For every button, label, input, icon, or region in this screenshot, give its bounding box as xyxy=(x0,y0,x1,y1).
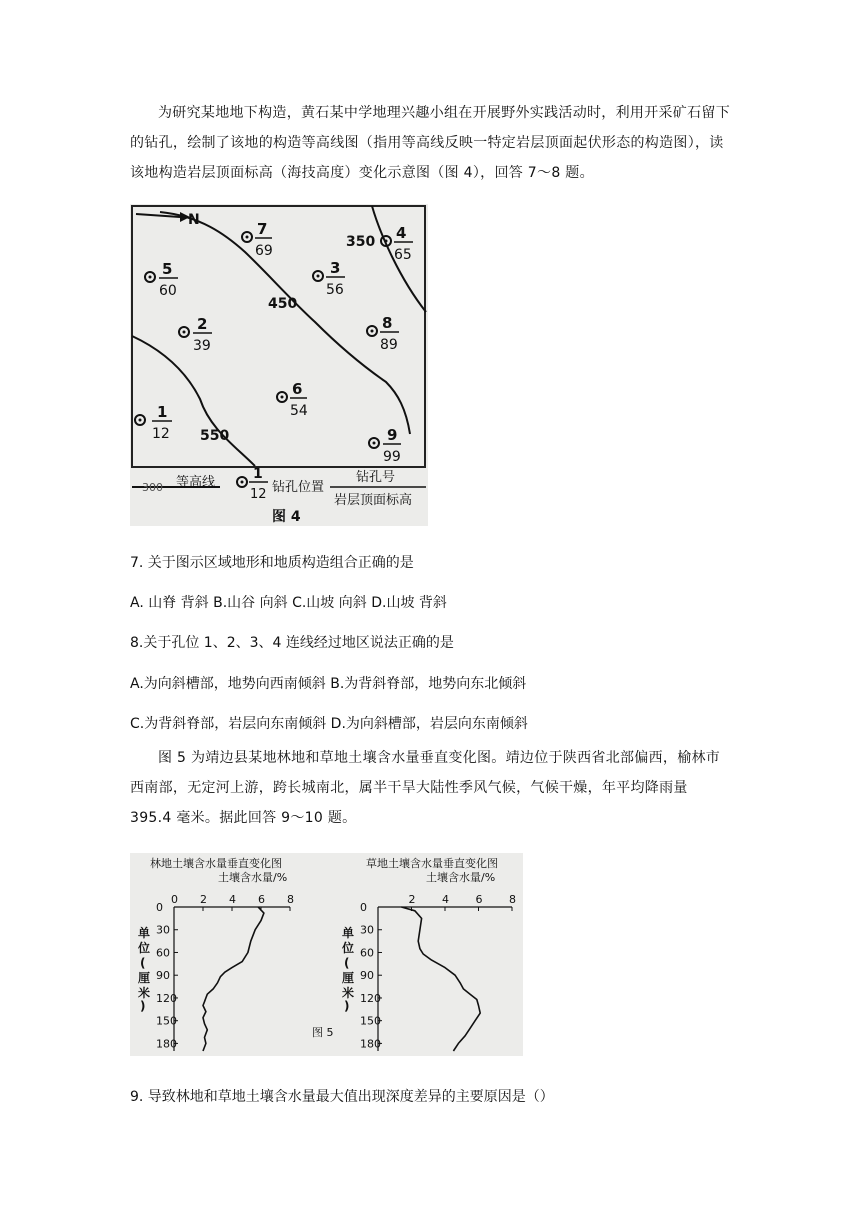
svg-text:): ) xyxy=(140,999,146,1013)
well-elevation: 54 xyxy=(290,403,308,419)
well-number: 4 xyxy=(396,224,407,242)
figure-5-caption: 图 5 xyxy=(312,1026,334,1039)
question-8-options-ab: A.为向斜槽部，地势向西南倾斜 B.为背斜脊部，地势向东北倾斜 xyxy=(130,676,527,692)
question-8-options-cd: C.为背斜脊部，岩层向东南倾斜 D.为向斜槽部，岩层向东南倾斜 xyxy=(130,716,528,732)
map-legend xyxy=(132,466,426,525)
svg-text:(: ( xyxy=(344,956,350,970)
well-3 xyxy=(313,259,345,298)
well-number: 1 xyxy=(157,403,168,421)
legend-well-label: 钻孔位置 xyxy=(272,480,325,495)
svg-text:米: 米 xyxy=(342,986,355,1000)
chart-title-grassland: 草地土壤含水量垂直变化图 xyxy=(366,857,498,870)
well-elevation: 99 xyxy=(383,449,401,465)
svg-text:厘: 厘 xyxy=(138,971,151,985)
ylabel-grassland xyxy=(341,925,354,1013)
x-tick-label: 2 xyxy=(408,893,416,906)
svg-text:): ) xyxy=(344,999,350,1013)
series-line xyxy=(401,907,480,1051)
svg-text:米: 米 xyxy=(138,986,151,1000)
well-elevation: 69 xyxy=(255,243,273,259)
well-5 xyxy=(145,260,178,299)
well-8 xyxy=(367,314,399,353)
well-number: 8 xyxy=(382,314,393,332)
north-label: N xyxy=(188,212,200,228)
y-tick-label: 180 xyxy=(156,1037,177,1051)
question-9-stem: 9. 导致林地和草地土壤含水量最大值出现深度差异的主要原因是（） xyxy=(130,1089,554,1105)
well-number: 7 xyxy=(257,220,268,238)
well-6 xyxy=(277,380,308,419)
y-tick-label: 90 xyxy=(360,969,374,983)
y-tick-label: 0 xyxy=(156,901,163,914)
well-elevation: 65 xyxy=(394,247,412,263)
well-elevation: 12 xyxy=(152,426,170,442)
well-2 xyxy=(179,315,212,354)
legend-sample-number: 1 xyxy=(253,466,263,482)
x-tick-label: 8 xyxy=(509,893,516,906)
x-tick-label: 2 xyxy=(200,893,207,906)
chart-title-forest: 林地土壤含水量垂直变化图 xyxy=(150,857,282,870)
chart-grassland xyxy=(360,893,516,1051)
xlabel-forest: 土壤含水量/% xyxy=(218,871,288,884)
contour-label-450: 450 xyxy=(268,296,298,312)
well-number: 6 xyxy=(292,380,303,398)
legend-contour-label: 等高线 xyxy=(176,475,216,490)
contour-550 xyxy=(132,336,255,466)
intro-paragraph-fig5: 图 5 为靖边县某地林地和草地土壤含水量垂直变化图。靖边位于陕西省北部偏西，榆林市西南部，无定河上游，跨长城南北，属半干旱大陆性季风气候，气候干燥，年平均降雨量 395.4 毫米。据此回答 9～10 题。 xyxy=(130,750,721,826)
y-tick-label: 150 xyxy=(360,1014,381,1028)
well-elevation: 56 xyxy=(326,282,344,298)
contour-label-350: 350 xyxy=(346,234,376,250)
svg-text:单: 单 xyxy=(138,926,151,940)
xlabel-grassland: 土壤含水量/% xyxy=(426,871,496,884)
x-tick-label: 0 xyxy=(171,893,178,906)
svg-text:(: ( xyxy=(140,956,146,970)
y-tick-label: 60 xyxy=(156,946,170,960)
well-1 xyxy=(135,403,172,442)
x-tick-label: 6 xyxy=(258,893,265,906)
well-number: 9 xyxy=(387,426,398,444)
legend-sample-elevation: 12 xyxy=(250,487,267,502)
well-elevation: 89 xyxy=(380,337,398,353)
figure-4-structure-contour-map xyxy=(130,204,428,526)
figure-5-svg xyxy=(130,853,523,1056)
well-number: 3 xyxy=(330,259,341,277)
intro-paragraph-fig4: 为研究某地地下构造，黄石某中学地理兴趣小组在开展野外实践活动时，利用开采矿石留下的钻孔，绘制了该地的构造等高线图（指用等高线反映一特定岩层顶面起伏形态的构造图），读该地构造岩层顶面标高（海技高度）变化示意图（图 4），回答 7～8 题。 xyxy=(130,105,730,181)
y-tick-label: 120 xyxy=(360,991,381,1005)
y-tick-label: 30 xyxy=(156,923,170,937)
y-tick-label: 180 xyxy=(360,1037,381,1051)
y-tick-label: 120 xyxy=(156,991,177,1005)
well-number: 2 xyxy=(197,315,208,333)
x-tick-label: 4 xyxy=(442,893,449,906)
question-7-options: A. 山脊 背斜 B.山谷 向斜 C.山坡 向斜 D.山坡 背斜 xyxy=(130,595,447,611)
x-tick-label: 8 xyxy=(287,893,294,906)
question-7-stem: 7. 关于图示区域地形和地质构造组合正确的是 xyxy=(130,555,414,571)
well-elevation: 39 xyxy=(193,338,211,354)
legend-contour-value: 300 xyxy=(142,481,163,494)
svg-text:位: 位 xyxy=(138,941,151,955)
legend-elevation-label: 岩层顶面标高 xyxy=(334,493,413,508)
legend-well-number-label: 钻孔号 xyxy=(356,470,396,485)
question-8-stem: 8.关于孔位 1、2、3、4 连线经过地区说法正确的是 xyxy=(130,635,454,651)
well-number: 5 xyxy=(162,260,173,278)
svg-text:厘: 厘 xyxy=(342,971,355,985)
svg-text:单: 单 xyxy=(342,926,355,940)
svg-text:位: 位 xyxy=(342,941,355,955)
contour-label-550: 550 xyxy=(200,428,230,444)
y-tick-label: 150 xyxy=(156,1014,177,1028)
well-9 xyxy=(369,426,401,465)
series-line xyxy=(203,907,264,1051)
y-tick-label: 0 xyxy=(360,901,367,914)
y-tick-label: 60 xyxy=(360,946,374,960)
y-tick-label: 90 xyxy=(156,969,170,983)
ylabel-forest xyxy=(137,925,150,1013)
figure-5-soil-moisture-charts xyxy=(130,853,523,1056)
figure-4-caption: 图 4 xyxy=(272,509,301,525)
x-tick-label: 6 xyxy=(475,893,483,906)
y-tick-label: 30 xyxy=(360,923,374,937)
well-elevation: 60 xyxy=(159,283,177,299)
x-tick-label: 4 xyxy=(229,893,236,906)
chart-forest xyxy=(156,893,294,1051)
